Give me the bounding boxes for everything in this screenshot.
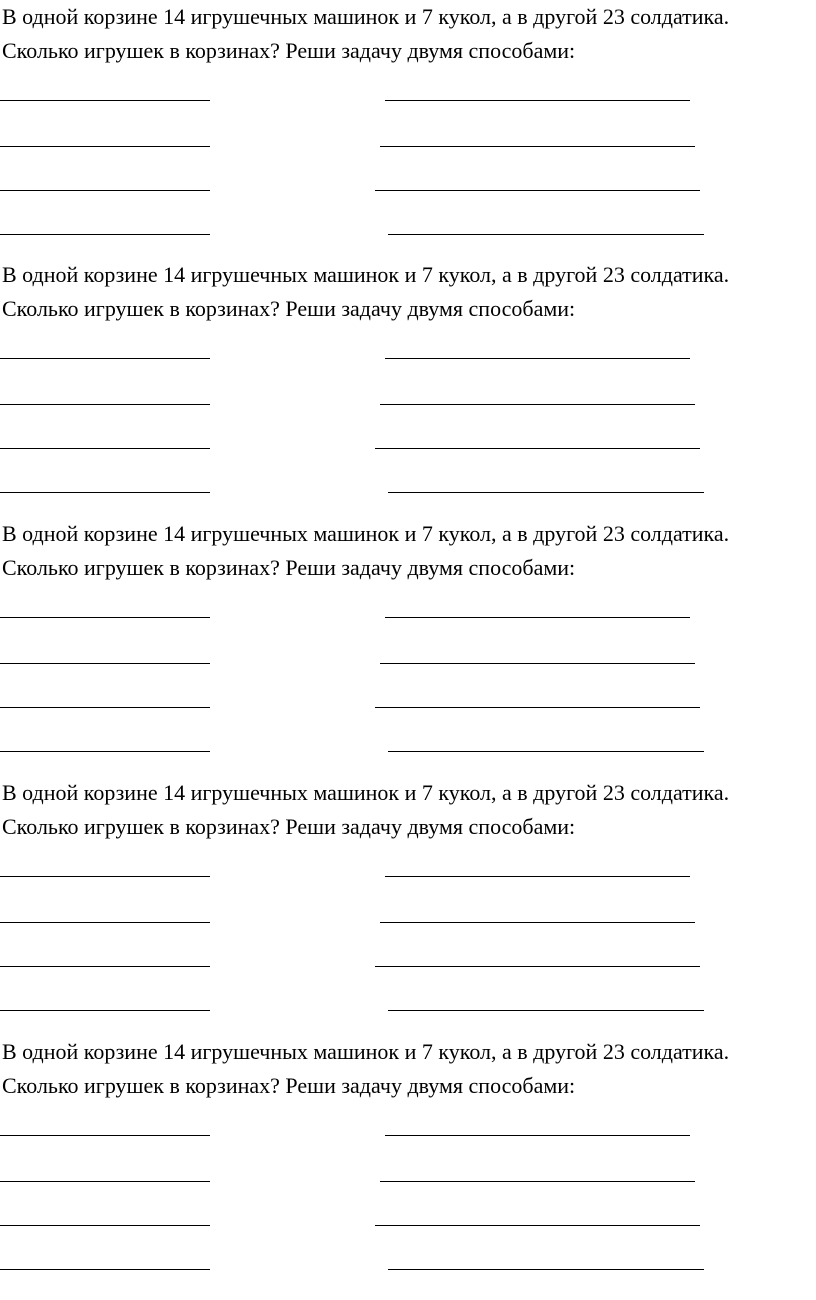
task-line-1: В одной корзине 14 игрушечных машинок и 7 кукол, а в другой 23 солдатика. <box>2 262 730 287</box>
answer-line-left-4[interactable] <box>0 1269 210 1270</box>
task-block <box>0 0 816 260</box>
answer-line-left-1[interactable] <box>0 100 210 101</box>
answer-line-right-1[interactable] <box>385 358 690 359</box>
answer-line-left-4[interactable] <box>0 234 210 235</box>
task-text <box>2 1035 729 1103</box>
answer-line-right-2[interactable] <box>380 404 695 405</box>
answer-line-left-1[interactable] <box>0 358 210 359</box>
answer-line-right-4[interactable] <box>388 1269 704 1270</box>
answer-line-left-1[interactable] <box>0 1135 210 1136</box>
answer-line-right-2[interactable] <box>380 1181 695 1182</box>
answer-line-left-4[interactable] <box>0 1010 210 1011</box>
task-block <box>0 1035 816 1295</box>
answer-line-right-4[interactable] <box>388 1010 704 1011</box>
task-text <box>2 258 729 326</box>
answer-line-right-4[interactable] <box>388 751 704 752</box>
answer-line-right-3[interactable] <box>375 707 700 708</box>
task-block <box>0 517 816 777</box>
answer-line-left-2[interactable] <box>0 922 210 923</box>
answer-line-left-3[interactable] <box>0 707 210 708</box>
task-text <box>2 776 729 844</box>
answer-line-right-3[interactable] <box>375 190 700 191</box>
answer-line-right-1[interactable] <box>385 617 690 618</box>
answer-line-left-2[interactable] <box>0 404 210 405</box>
answer-line-right-4[interactable] <box>388 234 704 235</box>
answer-line-left-2[interactable] <box>0 663 210 664</box>
task-block <box>0 258 816 518</box>
answer-line-left-3[interactable] <box>0 448 210 449</box>
answer-line-right-1[interactable] <box>385 100 690 101</box>
answer-line-right-3[interactable] <box>375 1225 700 1226</box>
task-line-2: Сколько игрушек в корзинах? Реши задачу двумя способами: <box>2 296 576 321</box>
answer-line-right-3[interactable] <box>375 966 700 967</box>
answer-line-right-3[interactable] <box>375 448 700 449</box>
task-block <box>0 776 816 1036</box>
answer-line-left-1[interactable] <box>0 617 210 618</box>
answer-line-left-3[interactable] <box>0 190 210 191</box>
answer-line-right-4[interactable] <box>388 492 704 493</box>
task-text <box>2 0 729 68</box>
answer-line-left-2[interactable] <box>0 146 210 147</box>
task-line-2: Сколько игрушек в корзинах? Реши задачу двумя способами: <box>2 1073 576 1098</box>
answer-line-right-1[interactable] <box>385 1135 690 1136</box>
answer-line-left-4[interactable] <box>0 751 210 752</box>
task-line-1: В одной корзине 14 игрушечных машинок и 7 кукол, а в другой 23 солдатика. <box>2 780 730 805</box>
answer-line-left-3[interactable] <box>0 1225 210 1226</box>
answer-line-right-2[interactable] <box>380 922 695 923</box>
answer-line-left-2[interactable] <box>0 1181 210 1182</box>
answer-line-right-1[interactable] <box>385 876 690 877</box>
task-text <box>2 517 729 585</box>
task-line-1: В одной корзине 14 игрушечных машинок и 7 кукол, а в другой 23 солдатика. <box>2 1039 730 1064</box>
answer-line-left-4[interactable] <box>0 492 210 493</box>
task-line-2: Сколько игрушек в корзинах? Реши задачу двумя способами: <box>2 555 576 580</box>
task-line-1: В одной корзине 14 игрушечных машинок и 7 кукол, а в другой 23 солдатика. <box>2 521 730 546</box>
answer-line-right-2[interactable] <box>380 663 695 664</box>
task-line-1: В одной корзине 14 игрушечных машинок и 7 кукол, а в другой 23 солдатика. <box>2 4 730 29</box>
answer-line-right-2[interactable] <box>380 146 695 147</box>
answer-line-left-1[interactable] <box>0 876 210 877</box>
answer-line-left-3[interactable] <box>0 966 210 967</box>
task-line-2: Сколько игрушек в корзинах? Реши задачу двумя способами: <box>2 814 576 839</box>
task-line-2: Сколько игрушек в корзинах? Реши задачу двумя способами: <box>2 38 576 63</box>
